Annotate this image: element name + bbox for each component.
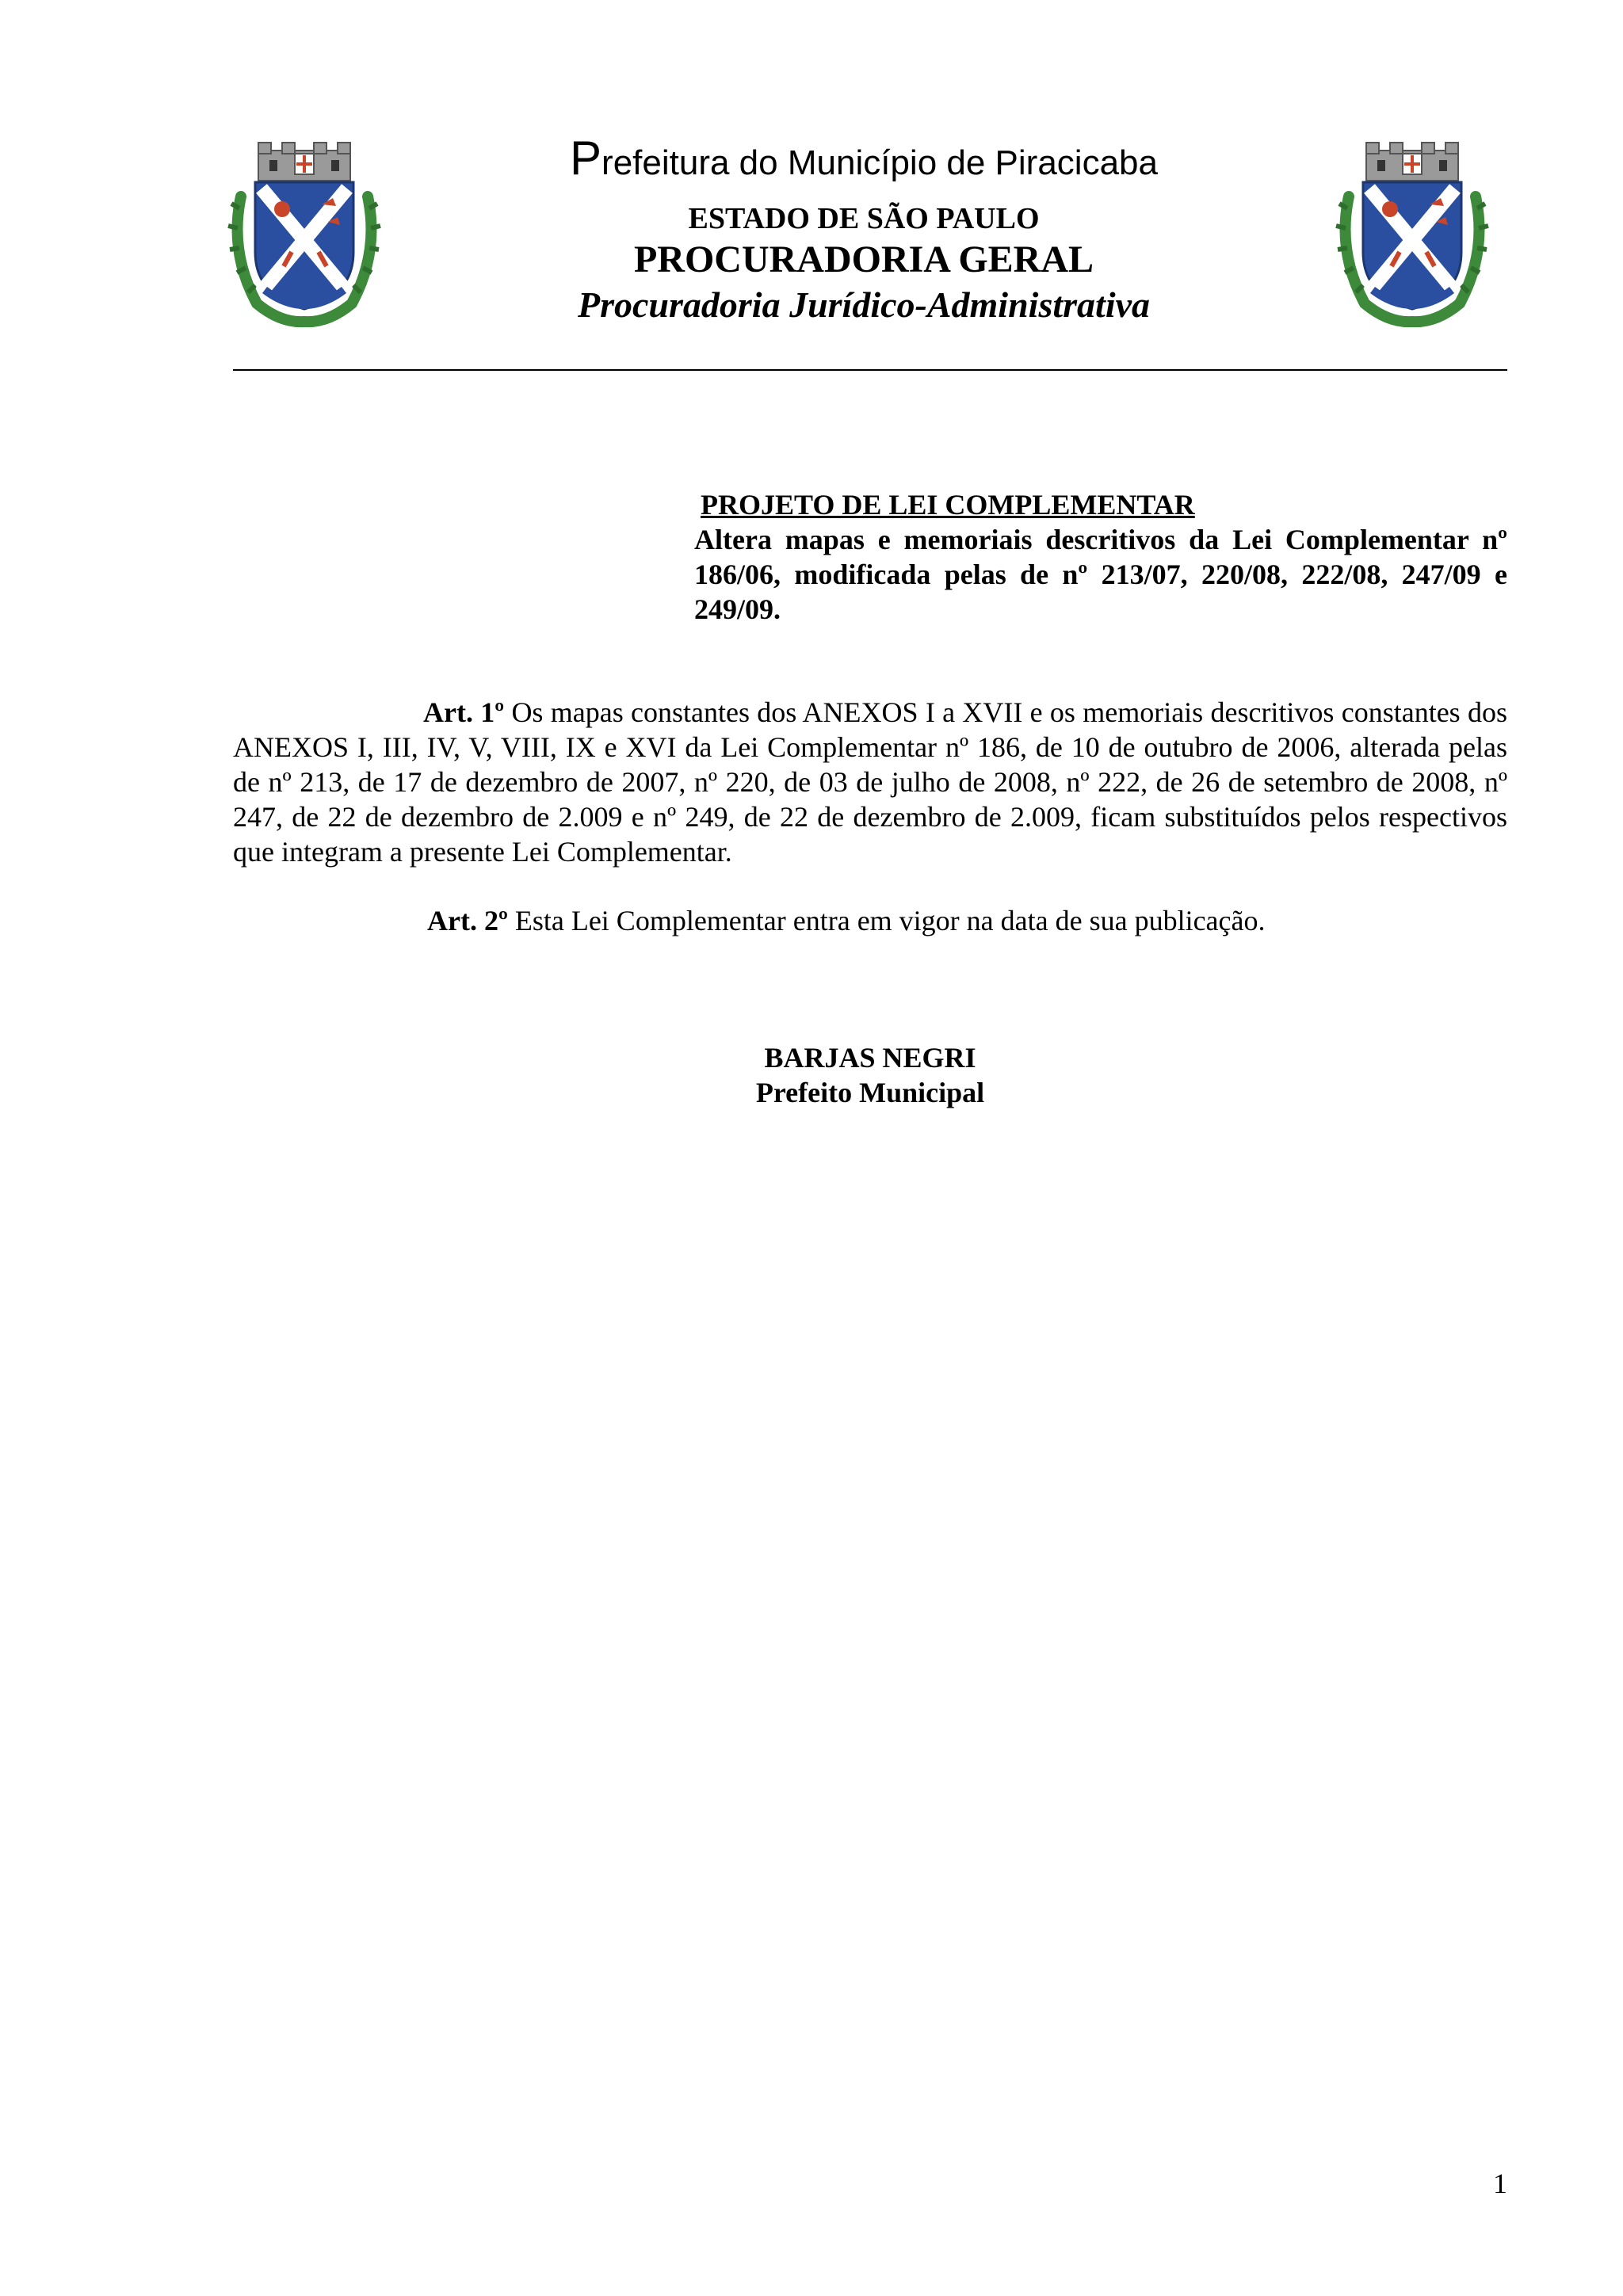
page-number: 1 <box>1493 2168 1507 2199</box>
bill-heading <box>694 487 1507 627</box>
signature-block <box>0 1040 1623 1110</box>
article-2 <box>233 903 1507 938</box>
bill-title: PROJETO DE LEI COMPLEMENTAR <box>701 489 1195 521</box>
state-name: ESTADO DE SÃO PAULO <box>688 202 1040 235</box>
article-1-text: Os mapas constantes dos ANEXOS I a XVII e os memoriais descritivos constantes dos ANEXOS I, III, IV, V, VIII, IX e XVI da Lei Complementar nº 186, de 10 de outubro de 2006, alterada pelas de nº 213, de 17 de dezembro de 2007, nº 220, de 03 de julho de 2008, nº 222, de 26 de setembro de 2008, nº 247, de 22 de dezembro de 2.009 e nº 249, de 22 de dezembro de 2.009, ficam substituídos pelos respectivos que integram a presente Lei Complementar. <box>233 696 1507 868</box>
municipality-name <box>396 132 1331 187</box>
article-1-label: Art. 1º <box>423 696 505 728</box>
department-name: PROCURADORIA GERAL <box>633 238 1094 280</box>
article-2-text: Esta Lei Complementar entra em vigor na data de sua publicação. <box>514 905 1266 936</box>
article-2-label: Art. 2º <box>427 905 508 936</box>
article-1 <box>233 695 1507 869</box>
bill-summary: Altera mapas e memoriais descritivos da Lei Complementar nº 186/06, modificada pelas de nº 213/07, 220/08, 222/08, 247/09 e 249/09. <box>694 524 1507 625</box>
municipality-name-rest: refeitura do Município de Piracicaba <box>601 143 1158 182</box>
signatory-name: BARJAS NEGRI <box>764 1042 976 1074</box>
municipality-name-initial: P <box>570 132 602 185</box>
signatory-title: Prefeito Municipal <box>755 1077 985 1108</box>
city-coat-of-arms-left <box>225 133 384 331</box>
division-name: Procuradoria Jurídico-Administrativa <box>577 284 1151 325</box>
header-divider <box>233 369 1507 371</box>
letterhead <box>396 132 1331 328</box>
city-coat-of-arms-right <box>1333 133 1491 331</box>
